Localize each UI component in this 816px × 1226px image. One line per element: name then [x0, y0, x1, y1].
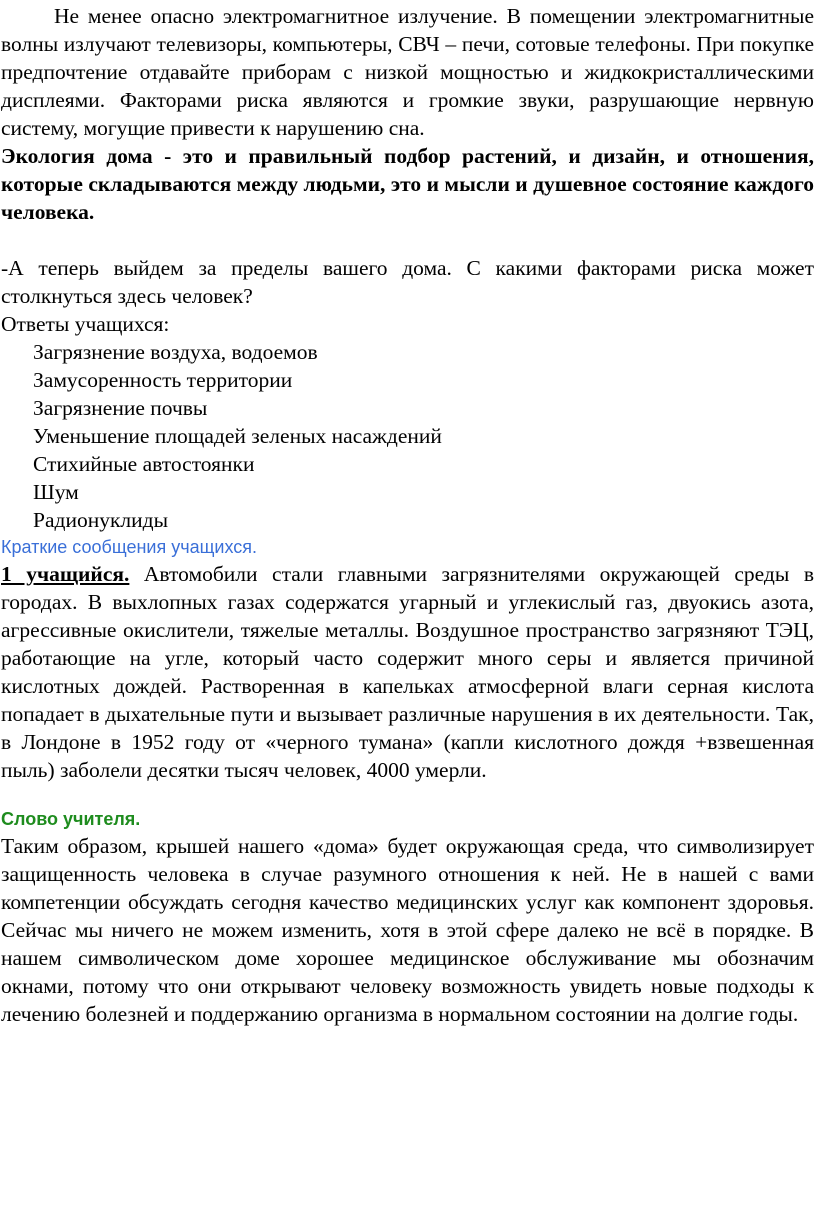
paragraph-electromagnetic: Не менее опасно электромагнитное излучение. В помещении электромагнитные волны излучают телевизоры, компьютеры, СВЧ – печи, сотовые телефоны. При покупке предпочтение отдавайте приборам с низкой мощностью и жидкокристаллическими дисплеями. Факторами риска являются и громкие звуки, разрушающие нервную систему, могущие привести к нарушению сна.: [1, 4, 814, 140]
teacher-paragraph: Таким образом, крышей нашего «дома» будет окружающая среда, что символизирует защищенность человека в случае разумного отношения к ней. Не в нашей с вами компетенции обсуждать сегодня качество медицинских услуг как компонент здоровья. Сейчас мы ничего не можем изменить, хотя в этой сфере далеко не всё в порядке. В нашем символическом доме хорошее медицинское обслуживание мы обозначим окнами, потому что они открывают человеку возможность увидеть новые подходы к лечению болезней и поддержанию организма в нормальном состоянии на долгие годы.: [1, 834, 814, 1026]
list-item: Шум: [33, 480, 79, 504]
answers-list: [1, 338, 814, 534]
list-item: Радионуклиды: [33, 508, 169, 532]
list-item: Загрязнение воздуха, водоемов: [33, 340, 318, 364]
reports-heading: Краткие сообщения учащихся.: [1, 537, 257, 557]
list-item: Замусоренность территории: [33, 368, 293, 392]
list-item: Уменьшение площадей зеленых насаждений: [33, 424, 442, 448]
student-1-label: 1 учащийся.: [1, 562, 130, 586]
blank-line: [1, 226, 814, 254]
bold-statement: Экология дома - это и правильный подбор растений, и дизайн, и отношения, которые складываются между людьми, это и мысли и душевное состояние каждого человека.: [1, 144, 814, 224]
question-paragraph: -А теперь выйдем за пределы вашего дома. С какими факторами риска может столкнуться здесь человек?: [1, 256, 814, 308]
list-item: Стихийные автостоянки: [33, 452, 255, 476]
teacher-heading: Слово учителя.: [1, 809, 141, 829]
student-1-text: Автомобили стали главными загрязнителями окружающей среды в городах. В выхлопных газах содержатся угарный и углекислый газ, двуокись азота, агрессивные окислители, тяжелые металлы. Воздушное пространство загрязняют ТЭЦ, работающие на угле, который часто содержит много серы и является причиной кислотных дождей. Растворенная в капельках атмосферной влаги серная кислота попадает в дыхательные пути и вызывает различные нарушения в их деятельности. Так, в Лондоне в 1952 году от «черного тумана» (капли кислотного дождя +взвешенная пыль) заболели десятки тысяч человек, 4000 умерли.: [1, 562, 814, 782]
answers-heading: Ответы учащихся:: [1, 312, 170, 336]
list-item: Загрязнение почвы: [33, 396, 208, 420]
student-1-paragraph: [1, 560, 814, 784]
blank-line: [1, 784, 814, 806]
